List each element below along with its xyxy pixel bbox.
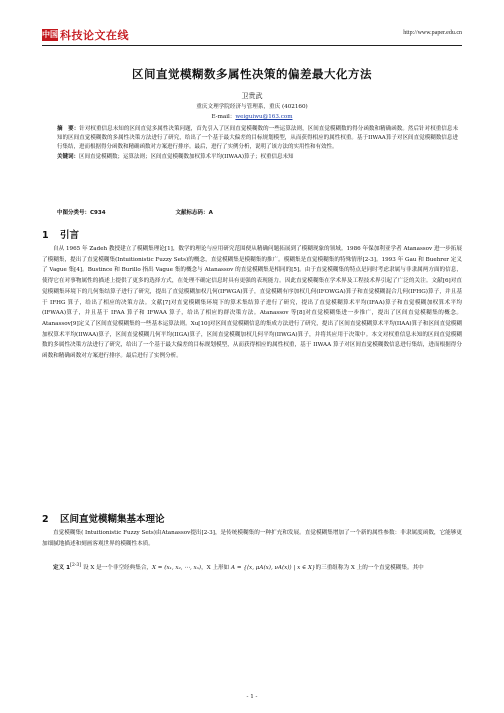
section-title: 引言 (60, 230, 80, 241)
site-url[interactable]: http://www.paper.edu.cn (403, 30, 462, 36)
paper-author: 卫贵武 (241, 92, 263, 100)
section-number: 1 (42, 230, 49, 241)
intro-paragraph: 自从 1965 年 Zadeh 教授建立了模糊集理论[1]，数学的理论与应用研究范围便从精确问题拓展到了模糊现象的领域。1986 年保加利亚学者 Atanassov 进一步拓展了模糊集，提出了直觉模糊集(Intuitionistic Fuzzy Sets)的概念，直觉模糊集是模糊集的推广。模糊集是直觉模糊集的特殊情形[2-3]。1993 年 Gau 和 Buehrer 定义了 Vague 集[4]。Bustince 和 Burillo 指出 Vague 集的概念与 Atanassov 的直觉模糊集是相同的[5]。由于直觉模糊集的特点是同时考虑隶属与非隶属两方面的信息，使得它在对事物属性的描述上提供了更多的选择方式，在处理不确定信息时具有更强的表现能力。因此直觉模糊集在学术界及工程技术界引起了广泛的关注。文献[6]对直觉模糊集环境下的几何集结算子进行了研究，提出了直觉模糊加权几何(IFWGA)算子，直觉模糊有序加权几何(IFOWGA)算子和直觉模糊混合几何(IFHG)算子，并且基于 IFHG 算子，给出了相应的决策方法。文献[7]对直觉模糊集环境下的算术集结算子进行了研究，提出了直觉模糊算术平均(IFAA)算子和直觉模糊加权算术平均(IFWAA)算子，并且基于 IFAA 算子和 IFWAA 算子，给出了相应的群决策方法。Atanassov 等[8]对直觉模糊集进一步推广，提出了区间直觉模糊集的概念。Atanassov[9]定义了区间直觉模糊集的一些基本运算法则。Xu[10]对区间直觉模糊信息的集成方法进行了研究，提出了区间直觉模糊算术平均(IIAA)算子和区间直觉模糊加权算术平均(IIWAA)算子，区间直觉模糊几何平均(IIGA)算子，区间直觉模糊加权几何平均(IIWGA)算子，并将其应用于决策中。本文对权重信息未知的区间直觉模糊数的多属性决策方法进行了研究，给出了一个基于最大偏差的目标规划模型，从而获得相应的属性权重，基于 IIWAA 算子对区间直觉模糊数信息进行集结，进而根据得分函数和精确函数对方案进行排序。最后进行了实例分析。 (42, 246, 462, 360)
page-header (42, 28, 462, 44)
abstract-block (57, 125, 458, 162)
section-heading-1 (42, 227, 79, 241)
email-label: E-mail： (211, 114, 236, 120)
definition-ref: [2-3] (70, 563, 82, 568)
math-set-a: A = {⟨x, μA(x), νA(x)⟩ | x ∈ X} (231, 564, 316, 571)
doc-label: 文献标志码： (175, 210, 209, 216)
definition-text-a: 设 X 是一个非空经典集合， (82, 564, 153, 571)
section2-paragraph: 直觉模糊集( Intuitionistic Fuzzy Sets)由Atanassov提出[2-3]，是传统模糊集的一种扩充和发展。直觉模糊集增加了一个新的属性参数：非隶属度函数，它能够更加细腻地描述和刻画客观世界的模糊性本质。 (42, 530, 462, 547)
math-set-x: X = (x₁, x₂, ⋯, xₙ) (152, 564, 202, 571)
abstract-text: 针对权重信息未知的区间直觉多属性决策问题，首先引入了区间直觉模糊数的一些运算法则，区间直觉模糊数的得分函数和精确函数。然后针对权重信息未知的区间直觉模糊数的多属性决策方法进行了研究，给出了一个基于最大偏差的目标规划模型，从而获得相应的属性权重。基于IIWAA算子对区间直觉模糊数信息进行集结，进而根据得分函数和精确函数对方案进行排序。最后，进行了实例分析，说明了该方法的实用性和有效性。 (57, 126, 458, 151)
keywords-label: 关键词： (57, 153, 80, 160)
abstract-label: 摘 要： (57, 126, 80, 132)
classification-line (57, 208, 213, 216)
logo-mark: 中国 (42, 30, 58, 39)
author-affiliation: 重庆文理学院经济与管理系，重庆 (402160) (196, 104, 308, 110)
logo-text: 科技论文在线 (60, 29, 129, 42)
paper-title: 区间直觉模糊数多属性决策的偏差最大化方法 (132, 67, 372, 81)
definition-text-b: ，X 上形如 (201, 564, 230, 571)
keywords-text: 区间直觉模糊数；运算法则；区间直觉模糊数加权算术平均(IIWAA)算子；权重信息未知 (79, 153, 294, 160)
clc-value: C934 (90, 210, 106, 216)
definition-1 (42, 561, 462, 574)
definition-label: 定义 1 (53, 564, 71, 571)
abstract (57, 125, 458, 153)
section-number: 2 (42, 514, 49, 525)
section-title: 区间直觉模糊集基本理论 (60, 514, 165, 525)
page-number: - 1 - (246, 694, 258, 700)
site-logo[interactable] (42, 28, 129, 42)
clc-label: 中图分类号： (57, 210, 91, 216)
keywords (57, 153, 458, 162)
doc-value: A (208, 210, 213, 216)
header-divider (42, 45, 462, 46)
section-heading-2 (42, 511, 165, 525)
email-link[interactable]: weiguiwu@163.com (235, 114, 293, 120)
author-email (42, 112, 462, 120)
definition-text-c: 的三重组称为 X 上的一个直觉模糊集。其中 (315, 564, 424, 571)
